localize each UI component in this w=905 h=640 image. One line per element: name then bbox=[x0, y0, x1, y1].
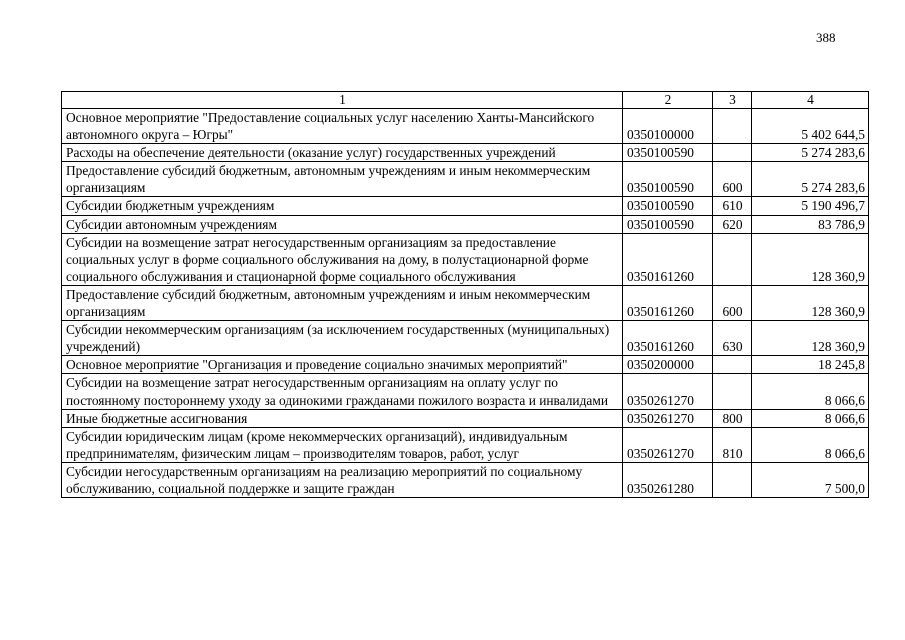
cell-name: Субсидии на возмещение затрат негосударственным организациям на оплату услуг по постоянному постороннему уходу за одинокими гражданами пожилого возраста и инвалидами bbox=[62, 374, 623, 409]
cell-amount: 8 066,6 bbox=[752, 427, 869, 462]
cell-code: 0350100590 bbox=[623, 197, 713, 215]
budget-table bbox=[61, 91, 869, 498]
cell-code: 0350200000 bbox=[623, 356, 713, 374]
table-row bbox=[62, 285, 869, 320]
cell-amount: 5 190 496,7 bbox=[752, 197, 869, 215]
cell-code: 0350261270 bbox=[623, 427, 713, 462]
table-row bbox=[62, 356, 869, 374]
cell-amount: 7 500,0 bbox=[752, 462, 869, 497]
cell-code: 0350100000 bbox=[623, 109, 713, 144]
cell-code: 0350100590 bbox=[623, 215, 713, 233]
cell-amount: 128 360,9 bbox=[752, 233, 869, 285]
table-body bbox=[62, 109, 869, 498]
cell-amount: 5 274 283,6 bbox=[752, 162, 869, 197]
cell-amount: 8 066,6 bbox=[752, 409, 869, 427]
cell-vr: 620 bbox=[713, 215, 752, 233]
cell-name: Субсидии на возмещение затрат негосударственным организациям за предоставление социальных услуг в форме социального обслуживания на дому, в полустационарной форме социального обслуживания и стационарной форме социального обслуживания bbox=[62, 233, 623, 285]
cell-name: Основное мероприятие "Предоставление социальных услуг населению Ханты-Мансийского автономного округа – Югры" bbox=[62, 109, 623, 144]
column-header-vr: 3 bbox=[713, 92, 752, 109]
table-header-row bbox=[62, 92, 869, 109]
cell-vr bbox=[713, 462, 752, 497]
cell-vr bbox=[713, 233, 752, 285]
cell-amount: 5 402 644,5 bbox=[752, 109, 869, 144]
cell-code: 0350261270 bbox=[623, 409, 713, 427]
cell-name: Предоставление субсидий бюджетным, автономным учреждениям и иным некоммерческим организациям bbox=[62, 285, 623, 320]
table-row bbox=[62, 462, 869, 497]
cell-vr bbox=[713, 356, 752, 374]
page-number: 388 bbox=[816, 30, 836, 45]
cell-code: 0350261270 bbox=[623, 374, 713, 409]
table-row bbox=[62, 162, 869, 197]
column-header-code: 2 bbox=[623, 92, 713, 109]
table-row bbox=[62, 197, 869, 215]
cell-vr: 600 bbox=[713, 162, 752, 197]
cell-name: Расходы на обеспечение деятельности (оказание услуг) государственных учреждений bbox=[62, 144, 623, 162]
cell-amount: 83 786,9 bbox=[752, 215, 869, 233]
cell-name: Предоставление субсидий бюджетным, автономным учреждениям и иным некоммерческим организациям bbox=[62, 162, 623, 197]
cell-vr bbox=[713, 109, 752, 144]
column-header-name: 1 bbox=[62, 92, 623, 109]
cell-code: 0350100590 bbox=[623, 144, 713, 162]
table-row bbox=[62, 409, 869, 427]
cell-amount: 128 360,9 bbox=[752, 321, 869, 356]
cell-amount: 8 066,6 bbox=[752, 374, 869, 409]
cell-amount: 18 245,8 bbox=[752, 356, 869, 374]
table-row bbox=[62, 109, 869, 144]
cell-vr bbox=[713, 374, 752, 409]
table-row bbox=[62, 427, 869, 462]
table-row bbox=[62, 215, 869, 233]
cell-name: Иные бюджетные ассигнования bbox=[62, 409, 623, 427]
cell-name: Субсидии бюджетным учреждениям bbox=[62, 197, 623, 215]
cell-vr: 600 bbox=[713, 285, 752, 320]
table-row bbox=[62, 321, 869, 356]
cell-vr: 800 bbox=[713, 409, 752, 427]
cell-name: Основное мероприятие "Организация и проведение социально значимых мероприятий" bbox=[62, 356, 623, 374]
cell-code: 0350161260 bbox=[623, 321, 713, 356]
cell-vr bbox=[713, 144, 752, 162]
column-header-amount: 4 bbox=[752, 92, 869, 109]
table-row bbox=[62, 233, 869, 285]
cell-vr: 610 bbox=[713, 197, 752, 215]
cell-vr: 630 bbox=[713, 321, 752, 356]
table-row bbox=[62, 374, 869, 409]
cell-amount: 5 274 283,6 bbox=[752, 144, 869, 162]
cell-vr: 810 bbox=[713, 427, 752, 462]
cell-name: Субсидии юридическим лицам (кроме некоммерческих организаций), индивидуальным предпринимателям, физическим лицам – производителям товаров, работ, услуг bbox=[62, 427, 623, 462]
cell-code: 0350161260 bbox=[623, 233, 713, 285]
cell-name: Субсидии некоммерческим организациям (за исключением государственных (муниципальных) учреждений) bbox=[62, 321, 623, 356]
cell-name: Субсидии негосударственным организациям на реализацию мероприятий по социальному обслуживанию, социальной поддержке и защите граждан bbox=[62, 462, 623, 497]
cell-code: 0350261280 bbox=[623, 462, 713, 497]
table-row bbox=[62, 144, 869, 162]
cell-name: Субсидии автономным учреждениям bbox=[62, 215, 623, 233]
cell-amount: 128 360,9 bbox=[752, 285, 869, 320]
cell-code: 0350161260 bbox=[623, 285, 713, 320]
cell-code: 0350100590 bbox=[623, 162, 713, 197]
